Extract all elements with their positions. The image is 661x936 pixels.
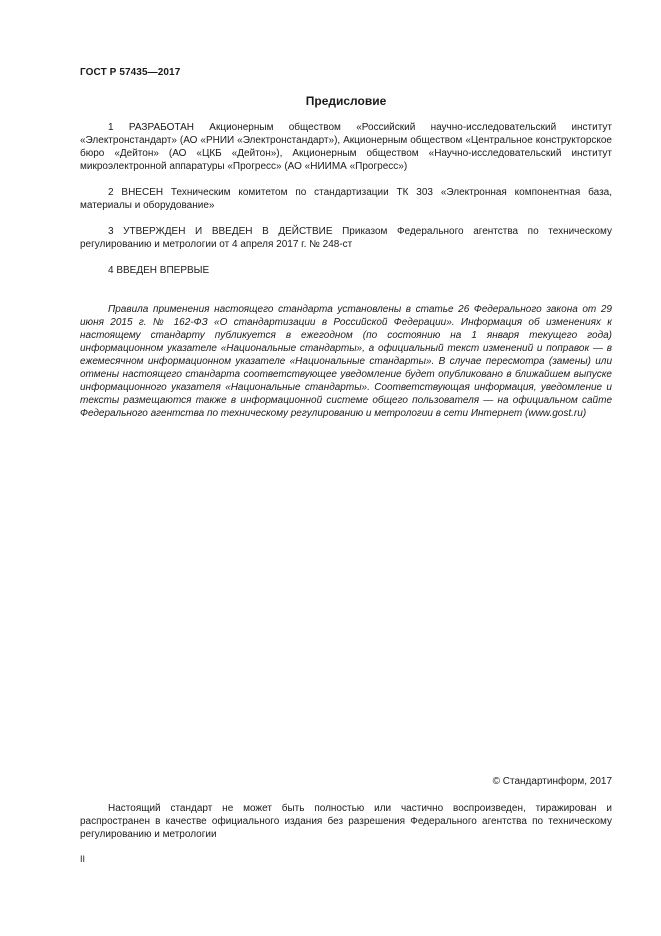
preface-item-4: [80, 264, 612, 277]
preface-item-4-text: 4 ВВЕДЕН ВПЕРВЫЕ: [108, 265, 210, 276]
page-number: II: [80, 854, 86, 864]
preface-title: Предисловие: [305, 94, 387, 108]
preface-item-1-text: 1 РАЗРАБОТАН Акционерным обществом «Российский научно-исследовательский институт «Электронстандарт» (АО «РНИИ «Электронстандарт»), Акционерным обществом «Центральное конструкторское бюро «Дейтон» (АО «ЦКБ «Дейтон»), Акционерным обществом «Научно-исследовательский институт микроэлектронной аппаратуры «Прогресс» (АО «НИИМА «Прогресс»): [80, 122, 612, 172]
preface-item-2: [80, 186, 612, 212]
copyright-notice: © Стандартинформ, 2017: [492, 776, 612, 787]
preface-item-2-text: 2 ВНЕСЕН Техническим комитетом по стандартизации ТК 303 «Электронная компонентная база, материалы и оборудование»: [80, 187, 612, 211]
preface-item-3-text: 3 УТВЕРЖДЕН И ВВЕДЕН В ДЕЙСТВИЕ Приказом Федерального агентства по техническому регулированию и метрологии от 4 апреля 2017 г. № 248-ст: [80, 226, 612, 250]
document-number-header: ГОСТ Р 57435—2017: [80, 67, 181, 78]
standard-rules-note: [80, 303, 612, 420]
preface-item-1: [80, 121, 612, 173]
preface-item-3: [80, 225, 612, 251]
standard-rules-note-text: Правила применения настоящего стандарта установлены в статье 26 Федерального закона от 29 июня 2015 г. № 162-ФЗ «О стандартизации в Российской Федерации». Информация об изменениях к настоящему стандарту публикуется в ежегодном (по состоянию на 1 января текущего года) информационном указателе «Национальные стандарты», а официальный текст изменений и поправок — в ежемесячном информационном указателе «Национальные стандарты». В случае пересмотра (замены) или отмены настоящего стандарта соответствующее уведомление будет опубликовано в ближайшем выпуске информационного указателя «Национальные стандарты». Соответствующая информация, уведомление и тексты размещаются также в информационной системе общего пользователя — на официальном сайте Федерального агентства по техническому регулированию и метрологии в сети Интернет (www.gost.ru): [80, 304, 612, 419]
reproduction-notice-text: Настоящий стандарт не может быть полностью или частично воспроизведен, тиражирован и распространен в качестве официального издания без разрешения Федерального агентства по техническому регулированию и метрологии: [80, 803, 612, 840]
reproduction-notice: [80, 802, 612, 841]
